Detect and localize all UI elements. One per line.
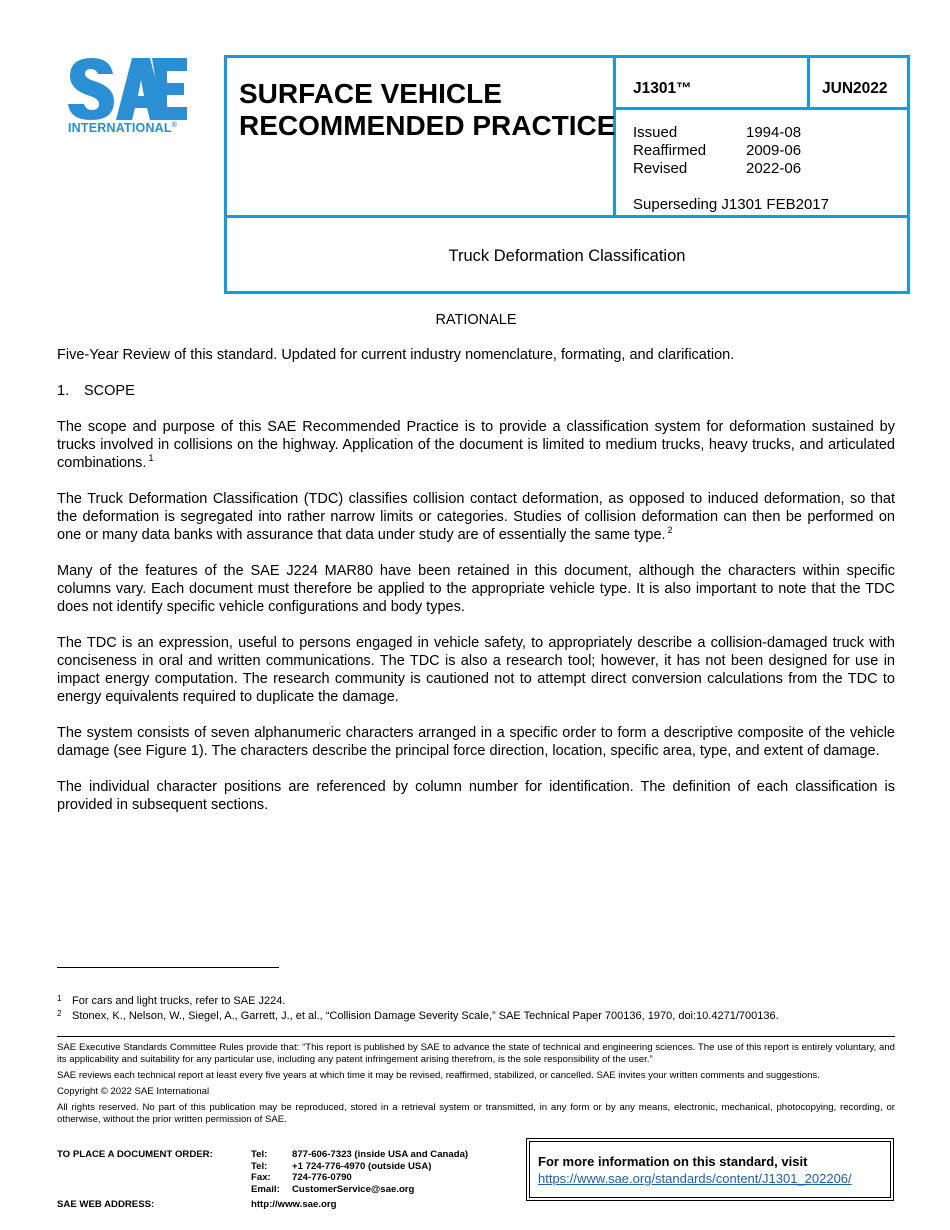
legal-rules-text: SAE Executive Standards Committee Rules provide that: “This report is published by SAE to advance the state of technical and engineering sciences. The use of this report is entirely voluntary, and its applicability and suitability for any particular use, including any patent infringement arising therefrom, is the sole responsibility of the user.”	[57, 1042, 895, 1065]
document-type: SURFACE VEHICLE RECOMMENDED PRACTICE	[239, 78, 616, 141]
footnote-divider	[57, 967, 279, 968]
scope-paragraph-5: The system consists of seven alphanumeric characters arranged in a specific order to form a descriptive composite of the vehicle damage (see Figure 1). The characters describe the principal force direction, location, specific area, type, and extent of damage.	[57, 725, 895, 759]
document-title: Truck Deformation Classification	[448, 247, 686, 265]
scope-paragraph-4: The TDC is an expression, useful to persons engaged in vehicle safety, to appropriately describe a collision-damaged truck with conciseness in oral and written communications. The TDC is also a research tool; however, it has not been designed for use in impact energy computation. The research community is cautioned not to attempt direct conversion calculations from the TDC to energy equivalents required to duplicate the damage.	[57, 635, 895, 705]
footnote: 2 Stonex, K., Nelson, W., Siegel, A., Garrett, J., et al., “Collision Damage Severity Scale,” SAE Technical Paper 700136, 1970, doi:10.4271/700136.	[57, 1009, 779, 1022]
history-labels: Issued Reaffirmed Revised	[633, 124, 707, 177]
scope-paragraph-2: The Truck Deformation Classification (TDC) classifies collision contact deformation, as opposed to induced deformation, so that the deformation is segregated into rather narrow limits or categories. Studies of collision deformation can then be performed on one or many data banks with assurance that data under study are of essentially the same type. $^2$	[57, 491, 895, 543]
scope-heading: 1. SCOPE	[57, 383, 135, 399]
order-values	[292, 1149, 468, 1195]
logo-international-text: INTERNATIONAL®	[68, 121, 178, 135]
phone-us: 877-606-7323 (inside USA and Canada)	[292, 1149, 469, 1160]
email-link[interactable]: CustomerService@sae.org	[292, 1183, 415, 1195]
history-values: 1994-08 2009-06 2022-06	[746, 124, 802, 177]
phone-intl: +1 724-776-4970 (outside USA)	[292, 1160, 432, 1172]
web-address-link[interactable]: http://www.sae.org	[251, 1199, 337, 1210]
legal-review-text: SAE reviews each technical report at least every five years at which time it may be revised, reaffirmed, stabilized, or cancelled. SAE invites your written comments and suggestions.	[57, 1070, 820, 1081]
footnote-ref-2[interactable]: 2	[667, 525, 673, 535]
copyright: Copyright © 2022 SAE International	[57, 1086, 210, 1097]
standard-url-link[interactable]: https://www.sae.org/standards/content/J1301_202206/	[538, 1171, 852, 1186]
legal-divider	[57, 1036, 895, 1037]
document-date: JUN2022	[822, 80, 888, 97]
scope-paragraph-1: The scope and purpose of this SAE Recommended Practice is to provide a classification system for deformation sustained by trucks involved in collisions on the highway. Application of the document is limited to medium trucks, heavy trucks, and articulated combinations. $^1$	[57, 419, 895, 471]
scope-paragraph-3: Many of the features of the SAE J224 MAR80 have been retained in this document, although the characters within specific columns vary. Each document must therefore be applied to the appropriate vehicle type. It is also important to note that the TDC does not identify specific vehicle configurations and body types.	[57, 563, 895, 615]
rationale-text: Five-Year Review of this standard. Updated for current industry nomenclature, formating, and clarification.	[57, 347, 735, 363]
order-keys: Tel: Tel: Fax: Email:	[251, 1149, 280, 1195]
document-header-box	[224, 55, 910, 294]
document-number: J1301™	[633, 80, 692, 97]
scope-paragraph-6: The individual character positions are referenced by column number for identification. The definition of each classification is provided in subsequent sections.	[57, 779, 895, 813]
sae-logo	[66, 56, 188, 122]
rationale-heading: RATIONALE	[435, 312, 517, 328]
more-info-box	[526, 1138, 894, 1201]
superseding-note: Superseding J1301 FEB2017	[633, 196, 829, 213]
fax: 724-776-0790	[292, 1172, 352, 1183]
order-label: TO PLACE A DOCUMENT ORDER:	[57, 1149, 213, 1160]
footnotes	[57, 994, 895, 1024]
document-body	[57, 311, 895, 832]
footnote: 1 For cars and light trucks, refer to SAE J224.	[57, 994, 286, 1007]
more-info-title: For more information on this standard, visit	[538, 1154, 808, 1169]
web-address-label: SAE WEB ADDRESS:	[57, 1199, 155, 1210]
legal-rights-text: All rights reserved. No part of this publication may be reproduced, stored in a retrieval system or transmitted, in any form or by any means, electronic, mechanical, photocopying, recording, or otherwise, without the prior written permission of SAE.	[57, 1102, 895, 1125]
legal-notice	[57, 1042, 895, 1130]
footnote-ref-1[interactable]: 1	[148, 453, 154, 463]
